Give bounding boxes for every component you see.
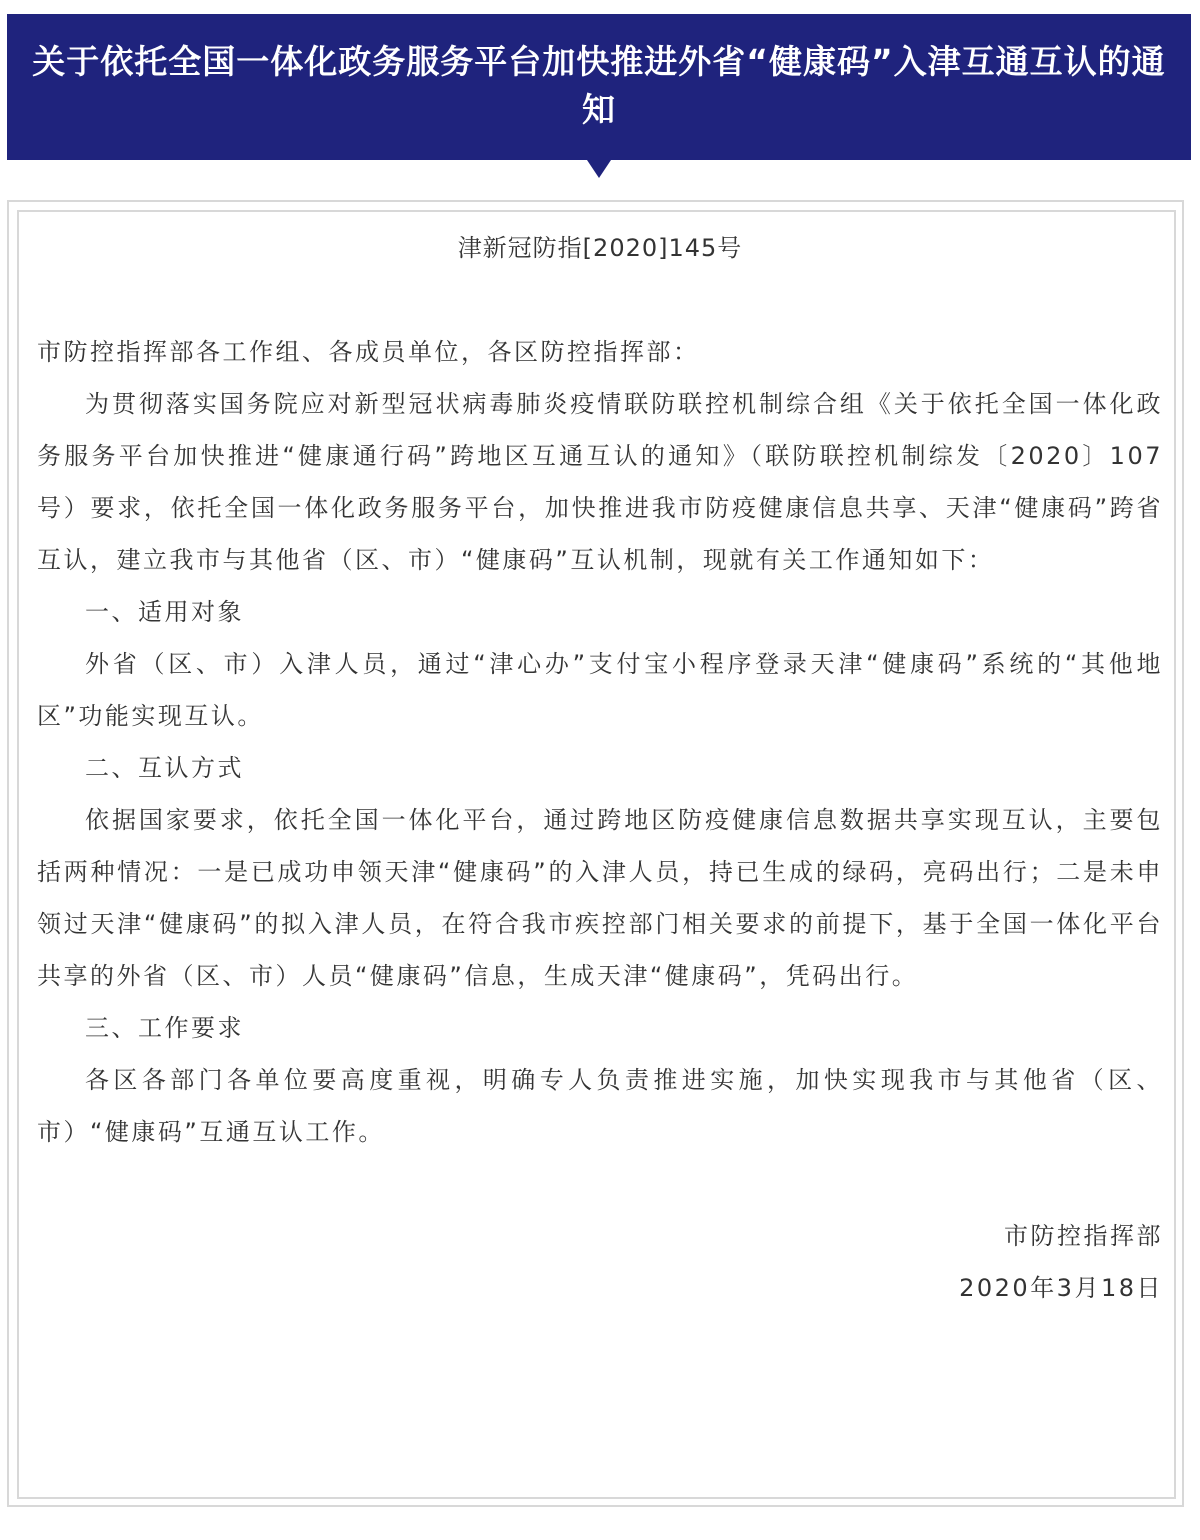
title-banner bbox=[7, 14, 1191, 160]
section-heading: 二、互认方式 bbox=[85, 754, 244, 782]
page-title: 关于依托全国一体化政务服务平台加快推进外省“健康码”入津互通互认的通知 bbox=[32, 42, 1166, 129]
signature: 市防控指挥部 bbox=[1004, 1222, 1163, 1250]
section-heading: 三、工作要求 bbox=[85, 1014, 244, 1042]
document-body bbox=[37, 222, 1163, 1314]
document-number: 津新冠防指[2020]145号 bbox=[457, 234, 743, 262]
section-heading: 一、适用对象 bbox=[85, 598, 244, 626]
section-body: 依据国家要求，依托全国一体化平台，通过跨地区防疫健康信息数据共享实现互认，主要包括两种情况：一是已成功申领天津“健康码”的入津人员，持已生成的绿码，亮码出行；二是未申领过天津“健康码”的拟入津人员，在符合我市疾控部门相关要求的前提下，基于全国一体化平台共享的外省（区、市）人员“健康码”信息，生成天津“健康码”，凭码出行。 bbox=[37, 806, 1163, 990]
document-date: 2020年3月18日 bbox=[959, 1274, 1163, 1302]
intro-paragraph: 为贯彻落实国务院应对新型冠状病毒肺炎疫情联防联控机制综合组《关于依托全国一体化政务服务平台加快推进“健康通行码”跨地区互通互认的通知》（联防联控机制综发〔2020〕107号）要求，依托全国一体化政务服务平台，加快推进我市防疫健康信息共享、天津“健康码”跨省互认，建立我市与其他省（区、市）“健康码”互认机制，现就有关工作通知如下： bbox=[37, 390, 1163, 574]
banner-pointer-arrow bbox=[587, 160, 611, 178]
salutation: 市防控指挥部各工作组、各成员单位，各区防控指挥部： bbox=[37, 338, 700, 366]
section-body: 外省（区、市）入津人员，通过“津心办”支付宝小程序登录天津“健康码”系统的“其他地区”功能实现互认。 bbox=[37, 650, 1163, 730]
section-body: 各区各部门各单位要高度重视，明确专人负责推进实施，加快实现我市与其他省（区、市）“健康码”互通互认工作。 bbox=[37, 1066, 1163, 1146]
